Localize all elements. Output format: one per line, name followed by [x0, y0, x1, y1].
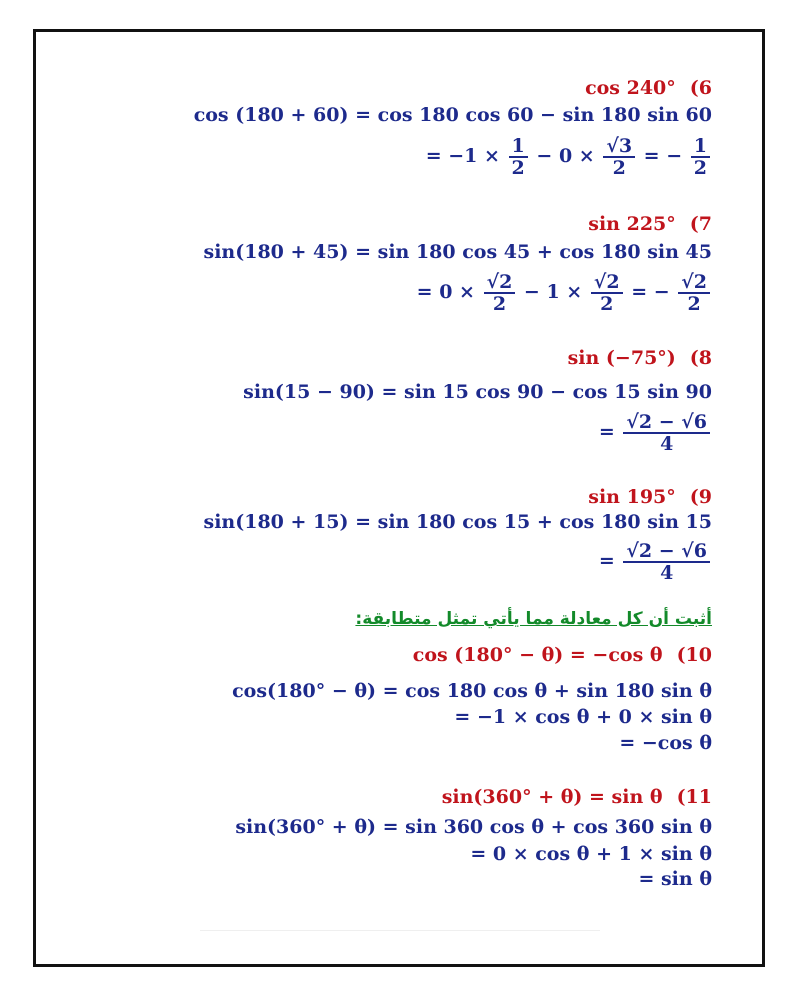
- fraction-one-half-result: $\frac{1}{2}$: [691, 136, 710, 178]
- problem-10-line-2: = −1 × cos θ + 0 × sin θ: [454, 706, 712, 728]
- problem-9-line-2: [599, 541, 712, 583]
- problem-9-equals: =: [598, 550, 615, 572]
- problem-10-title: [413, 643, 712, 667]
- problem-8-line-1: sin(15 − 90) = sin 15 cos 90 − cos 15 sin 90: [243, 381, 712, 403]
- problem-7-part-c: = −: [631, 281, 670, 303]
- problem-6-part-c: = −: [643, 145, 683, 167]
- problem-10-expression: cos (180° − θ) = −cos θ: [412, 644, 663, 666]
- problem-11-line-2: = 0 × cos θ + 1 × sin θ: [470, 843, 712, 865]
- problem-6-part-b: − 0 ×: [536, 145, 595, 167]
- fraction-root2-over-2-result: $\frac{√2}{2}$: [678, 272, 710, 314]
- problem-11-title: [442, 785, 712, 809]
- problem-8-number: (8: [689, 347, 712, 369]
- problem-11-line-3: = sin θ: [638, 868, 712, 890]
- problem-11-number: (11: [676, 786, 712, 808]
- problem-6-line-1: cos (180 + 60) = cos 180 cos 60 − sin 180 sin 60: [193, 104, 712, 126]
- problem-6-title: [585, 76, 712, 100]
- problem-7-title: [588, 212, 712, 236]
- problem-7-expression: sin 225°: [588, 213, 676, 235]
- fraction-root2-over-2: $\frac{√2}{2}$: [484, 272, 516, 314]
- problem-7-number: (7: [689, 213, 712, 235]
- problem-10-line-1: cos(180° − θ) = cos 180 cos θ + sin 180 sin θ: [232, 680, 712, 702]
- problem-11-line-1: sin(360° + θ) = sin 360 cos θ + cos 360 sin θ: [235, 816, 712, 838]
- fraction-root2-over-2-b: $\frac{√2}{2}$: [591, 272, 623, 314]
- fraction-one-half: $\frac{1}{2}$: [509, 136, 528, 178]
- problem-6-line-2: [426, 136, 712, 178]
- problem-11-expression: sin(360° + θ) = sin θ: [441, 786, 663, 808]
- problem-8-title: [568, 346, 712, 370]
- problem-7-line-2: [417, 272, 712, 314]
- problem-8-result-fraction: $\frac{√2 - √6}{4}$: [623, 412, 710, 454]
- problem-7-part-a: = 0 ×: [416, 281, 475, 303]
- section-heading: أثبت أن كل معادلة مما يأتي تمثل متطابقة:: [355, 609, 712, 629]
- problem-9-result-fraction: $\frac{√2 - √6}{4}$: [623, 541, 710, 583]
- problem-8-line-2: [599, 412, 712, 454]
- problem-7-line-1: sin(180 + 45) = sin 180 cos 45 + cos 180 sin 45: [203, 241, 712, 263]
- problem-10-line-3: = −cos θ: [619, 732, 712, 754]
- problem-8-equals: =: [598, 421, 615, 443]
- fraction-root3-over-2: $\frac{√3}{2}$: [603, 136, 635, 178]
- problem-8-expression: sin (−75°): [567, 347, 676, 369]
- problem-6-expression: cos 240°: [585, 77, 676, 99]
- problem-6-part-a: = −1 ×: [425, 145, 500, 167]
- problem-9-line-1: sin(180 + 15) = sin 180 cos 15 + cos 180 sin 15: [203, 511, 712, 533]
- problem-9-title: [588, 485, 712, 509]
- problem-9-number: (9: [689, 486, 712, 508]
- problem-10-number: (10: [676, 644, 712, 666]
- problem-7-part-b: − 1 ×: [523, 281, 583, 303]
- problem-6-number: (6: [689, 77, 712, 99]
- problem-9-expression: sin 195°: [588, 486, 676, 508]
- faint-divider: [200, 930, 600, 931]
